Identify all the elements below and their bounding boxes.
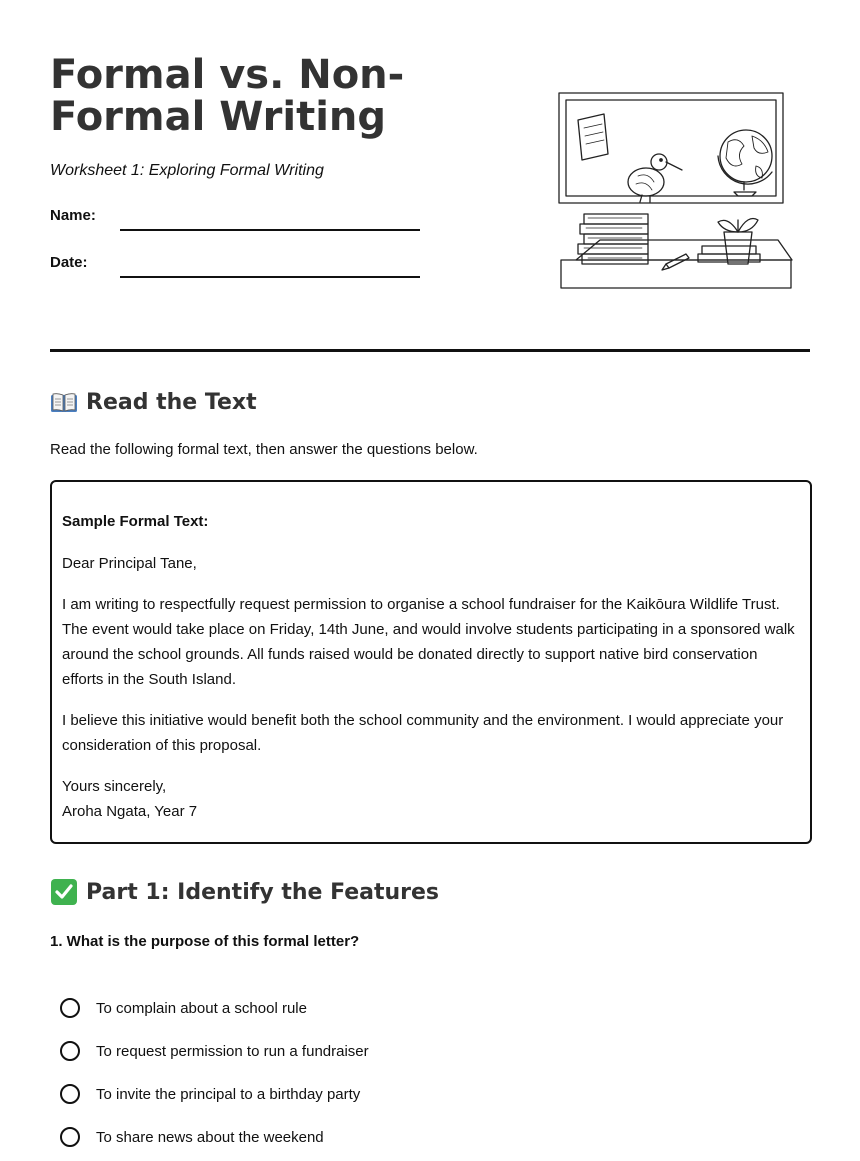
option-label: To invite the principal to a birthday party [96,1085,361,1103]
option-party[interactable] [60,1084,360,1104]
option-fundraiser[interactable] [60,1041,369,1061]
sample-text-title: Sample Formal Text: [62,513,209,530]
option-complain[interactable] [60,998,307,1018]
letter-signature: Aroha Ngata, Year 7 [62,803,198,820]
open-book-icon [50,392,78,414]
radio-button[interactable] [60,1127,80,1147]
classroom-illustration-icon [558,92,794,292]
letter-paragraph: I believe this initiative would benefit both the school community and the environment. I would appreciate your consideration of this proposal. [62,712,784,754]
read-section-title: Read the Text [86,390,257,415]
part1-heading [50,878,439,906]
sample-text-box [50,480,812,844]
option-label: To share news about the weekend [96,1128,324,1146]
read-section-heading [50,390,257,415]
letter-closing: Yours sincerely, [62,778,167,795]
option-label: To complain about a school rule [96,999,307,1017]
date-label: Date: [50,254,88,271]
radio-button[interactable] [60,1084,80,1104]
name-field[interactable] [120,229,420,231]
part1-title: Part 1: Identify the Features [86,879,440,905]
question-1: 1. What is the purpose of this formal letter? [50,933,360,950]
worksheet-subtitle: Worksheet 1: Exploring Formal Writing [50,162,324,179]
radio-button[interactable] [60,1041,80,1061]
option-weekend[interactable] [60,1127,324,1147]
letter-greeting: Dear Principal Tane, [62,555,197,572]
read-instructions: Read the following formal text, then answer the questions below. [50,441,478,458]
name-label: Name: [50,207,96,224]
header-divider [50,349,810,352]
letter-paragraph: I am writing to respectfully request permission to organise a school fundraiser for the Kaikōura Wildlife Trust. The event would take place on Friday, 14th June, and would involve students participating in a sponsored walk around the school grounds. All funds raised would be donated directly to support native bird conservation efforts in the South Island. [62,596,795,688]
date-field[interactable] [120,276,420,278]
check-mark-icon [50,878,78,906]
option-label: To request permission to run a fundraiser [96,1042,369,1060]
radio-button[interactable] [60,998,80,1018]
page-title: Formal vs. Non-Formal Writing [50,52,405,140]
